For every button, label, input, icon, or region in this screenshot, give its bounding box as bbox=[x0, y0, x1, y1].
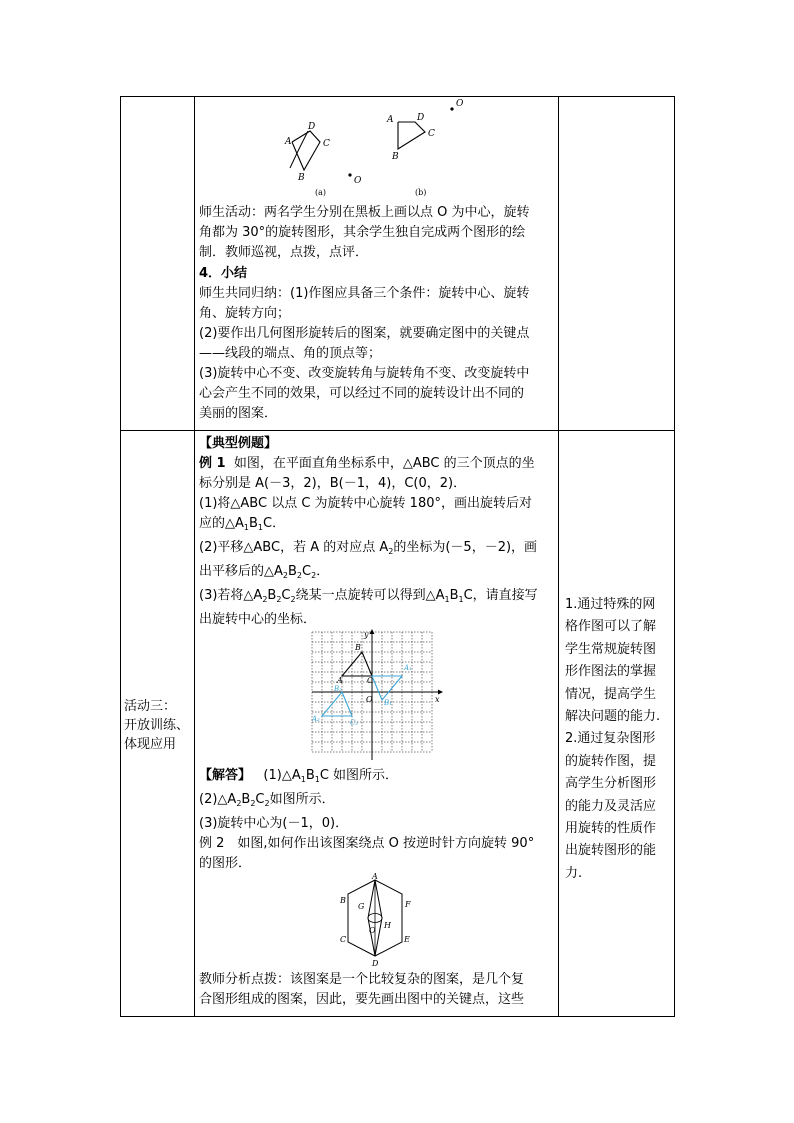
fig-b-label-O: O bbox=[456, 99, 464, 109]
question-3-line-2: 出旋转中心的坐标． bbox=[199, 612, 317, 627]
intent-line-1: 1.通过特殊的网 bbox=[565, 597, 656, 612]
question-3-line-1: (3)若将$\triangle A_2B_2C_2$绕某一点旋转可以得到$\triangle A_1B_1C$，请直接写 bbox=[199, 588, 538, 604]
hex-label-C: C bbox=[340, 935, 347, 944]
intent-line-8: 的旋转作图，提 bbox=[565, 753, 657, 769]
hex-label-G: G bbox=[358, 902, 365, 911]
hex-label-D: D bbox=[372, 959, 379, 968]
x-axis-arrow bbox=[438, 690, 443, 695]
hex-label-F: F bbox=[405, 900, 411, 909]
hexagon-figure bbox=[330, 872, 425, 970]
fig-b-label-D: D bbox=[417, 113, 425, 123]
origin-label: O bbox=[366, 695, 373, 704]
fig-b-label-C: C bbox=[428, 129, 435, 139]
hex-label-E: E bbox=[404, 935, 410, 944]
fig-a-label-C: C bbox=[323, 139, 330, 149]
col-border-right bbox=[674, 96, 675, 1016]
summary-line-5: (3)旋转中心不变、改变旋转角与旋转角不变、改变旋转中 bbox=[199, 366, 530, 381]
summary-heading: 4．小结 bbox=[199, 266, 248, 281]
fig-a-label-O: O bbox=[354, 176, 362, 186]
intent-line-3: 学生常规旋转图 bbox=[565, 641, 657, 657]
hex-label-A: A bbox=[372, 872, 378, 881]
activity-line-3: 制．教师巡视，点拨，点评． bbox=[199, 245, 369, 260]
design-intent bbox=[565, 594, 669, 885]
summary-line-7: 美丽的图案． bbox=[199, 406, 278, 421]
fig-b-caption: (b) bbox=[415, 188, 427, 197]
example-1-label: 例 1 bbox=[199, 456, 226, 471]
summary-line-2: 角、旋转方向； bbox=[199, 306, 291, 321]
intent-line-5: 情况，提高学生 bbox=[565, 686, 657, 702]
fig-a-label-B: B bbox=[298, 173, 305, 183]
fig-b-point-O bbox=[450, 107, 453, 110]
label-A1: A₁ bbox=[404, 664, 412, 672]
triangle-ABC bbox=[342, 652, 372, 676]
answer-line-2: $(2)\triangle A_2B_2C_2$如图所示． bbox=[199, 792, 335, 808]
intent-line-13: 力. bbox=[565, 865, 583, 881]
fig-a-edge-AB bbox=[290, 131, 308, 168]
example-1-line-1: 如图，在平面直角坐标系中，△ABC 的三个顶点的坐 bbox=[233, 456, 535, 471]
question-1-line-2: 应的$\triangle A_1B_1C$． bbox=[199, 516, 286, 532]
activity-line-2: 角都为 30°的旋转图形，其余学生独自完成两个图形的绘 bbox=[199, 225, 526, 240]
fig-b-label-A: A bbox=[387, 115, 394, 125]
fig-a-quad bbox=[292, 131, 320, 170]
intent-line-10: 的能力及灵活应 bbox=[565, 798, 657, 814]
hex-label-O: O bbox=[369, 926, 376, 935]
fig-b-quad bbox=[398, 122, 425, 149]
intent-line-4: 形作图法的掌握 bbox=[565, 664, 657, 680]
col-border-2 bbox=[558, 96, 559, 1016]
triangle-A1B1C bbox=[372, 676, 402, 700]
y-axis-arrow bbox=[370, 629, 375, 634]
col-border-left bbox=[120, 96, 121, 1016]
teacher-analysis bbox=[199, 970, 553, 1010]
label-C2: C₂ bbox=[350, 719, 359, 727]
table-top-border bbox=[120, 96, 675, 97]
fig-a-label-A: A bbox=[285, 137, 292, 147]
fig-a-point-O bbox=[348, 173, 351, 176]
intent-line-12: 出旋转图形的能 bbox=[565, 843, 657, 859]
teacher-line-2: 合图形组成的图案，因此，要先画出图中的关键点，这些 bbox=[199, 992, 525, 1007]
example-1-text bbox=[199, 434, 553, 630]
answer-line-3: (3)旋转中心为(－1，0)． bbox=[199, 816, 349, 831]
answer-block bbox=[199, 766, 553, 874]
example-2-line-1: 例 2 如图,如何作出该图案绕点 O 按逆时针方向旋转 90° bbox=[199, 836, 535, 851]
hex-label-B: B bbox=[340, 896, 346, 905]
row1-content bbox=[199, 203, 553, 424]
intent-line-11: 用旋转的性质作 bbox=[565, 821, 657, 837]
col-border-1 bbox=[194, 96, 195, 1016]
coordinate-grid-figure bbox=[310, 628, 445, 763]
intent-line-2: 格作图可以了解 bbox=[565, 619, 657, 635]
question-1-line-1: (1)将△ABC 以点 C 为旋转中心旋转 180°，画出旋转后对 bbox=[199, 496, 532, 511]
triangle-A2B2C2 bbox=[322, 692, 352, 716]
answer-line-1: 【解答】 $(1)\triangle A_1B_1C$ 如图所示． bbox=[199, 768, 399, 784]
activity-label-line-1: 活动三： bbox=[124, 699, 177, 714]
label-A2: A₂ bbox=[312, 715, 320, 723]
summary-line-3: (2)要作出几何图形旋转后的图案，就要确定图中的关键点 bbox=[199, 326, 530, 341]
intent-line-9: 高学生分析图形 bbox=[565, 776, 657, 792]
fig-a-label-D: D bbox=[308, 122, 316, 132]
activity-label-line-2: 开放训练、 bbox=[124, 718, 190, 733]
table-bottom-border bbox=[120, 1016, 675, 1017]
summary-line-1: 师生共同归纳：(1)作图应具备三个条件：旋转中心、旋转 bbox=[199, 286, 530, 301]
question-2-line-1: (2)平移△ABC，若 A 的对应点 $A_2$的坐标为(－5，－2)，画 bbox=[199, 540, 538, 556]
activity-line-1: 师生活动：两名学生分别在黑板上画以点 O 为中心，旋转 bbox=[199, 205, 530, 220]
example-1-line-2: 标分别是 A(－3，2)，B(－1，4)，C(0，2)． bbox=[199, 476, 467, 491]
fig-b-label-B: B bbox=[392, 152, 399, 162]
section-heading: 【典型例题】 bbox=[199, 436, 278, 451]
intent-line-7: 2.通过复杂图形 bbox=[565, 731, 656, 747]
label-A: A bbox=[337, 676, 343, 685]
label-B1: B₁ bbox=[384, 699, 392, 707]
fig-a-caption: (a) bbox=[315, 188, 327, 197]
question-2-line-2: 出平移后的$\triangle A_2B_2C_2$． bbox=[199, 564, 330, 580]
example-2-line-2: 的图形． bbox=[199, 856, 252, 871]
label-B2: B₂ bbox=[334, 685, 342, 693]
summary-line-4: ——线段的端点、角的顶点等； bbox=[199, 346, 382, 361]
rotation-figures bbox=[270, 98, 490, 198]
activity-label bbox=[124, 697, 196, 754]
x-axis-label: x bbox=[435, 695, 440, 704]
teacher-line-1: 教师分析点拨：该图案是一个比较复杂的图案，是几个复 bbox=[199, 972, 525, 987]
hex-label-H: H bbox=[384, 921, 391, 930]
y-axis-label: y bbox=[364, 630, 369, 639]
summary-line-6: 心会产生不同的效果，可以经过不同的旋转设计出不同的 bbox=[199, 386, 525, 401]
intent-line-6: 解决问题的能力. bbox=[565, 709, 661, 725]
row-divider bbox=[120, 430, 675, 431]
label-C: C bbox=[367, 676, 374, 685]
activity-label-line-3: 体现应用 bbox=[124, 737, 177, 752]
label-B: B bbox=[355, 643, 361, 652]
